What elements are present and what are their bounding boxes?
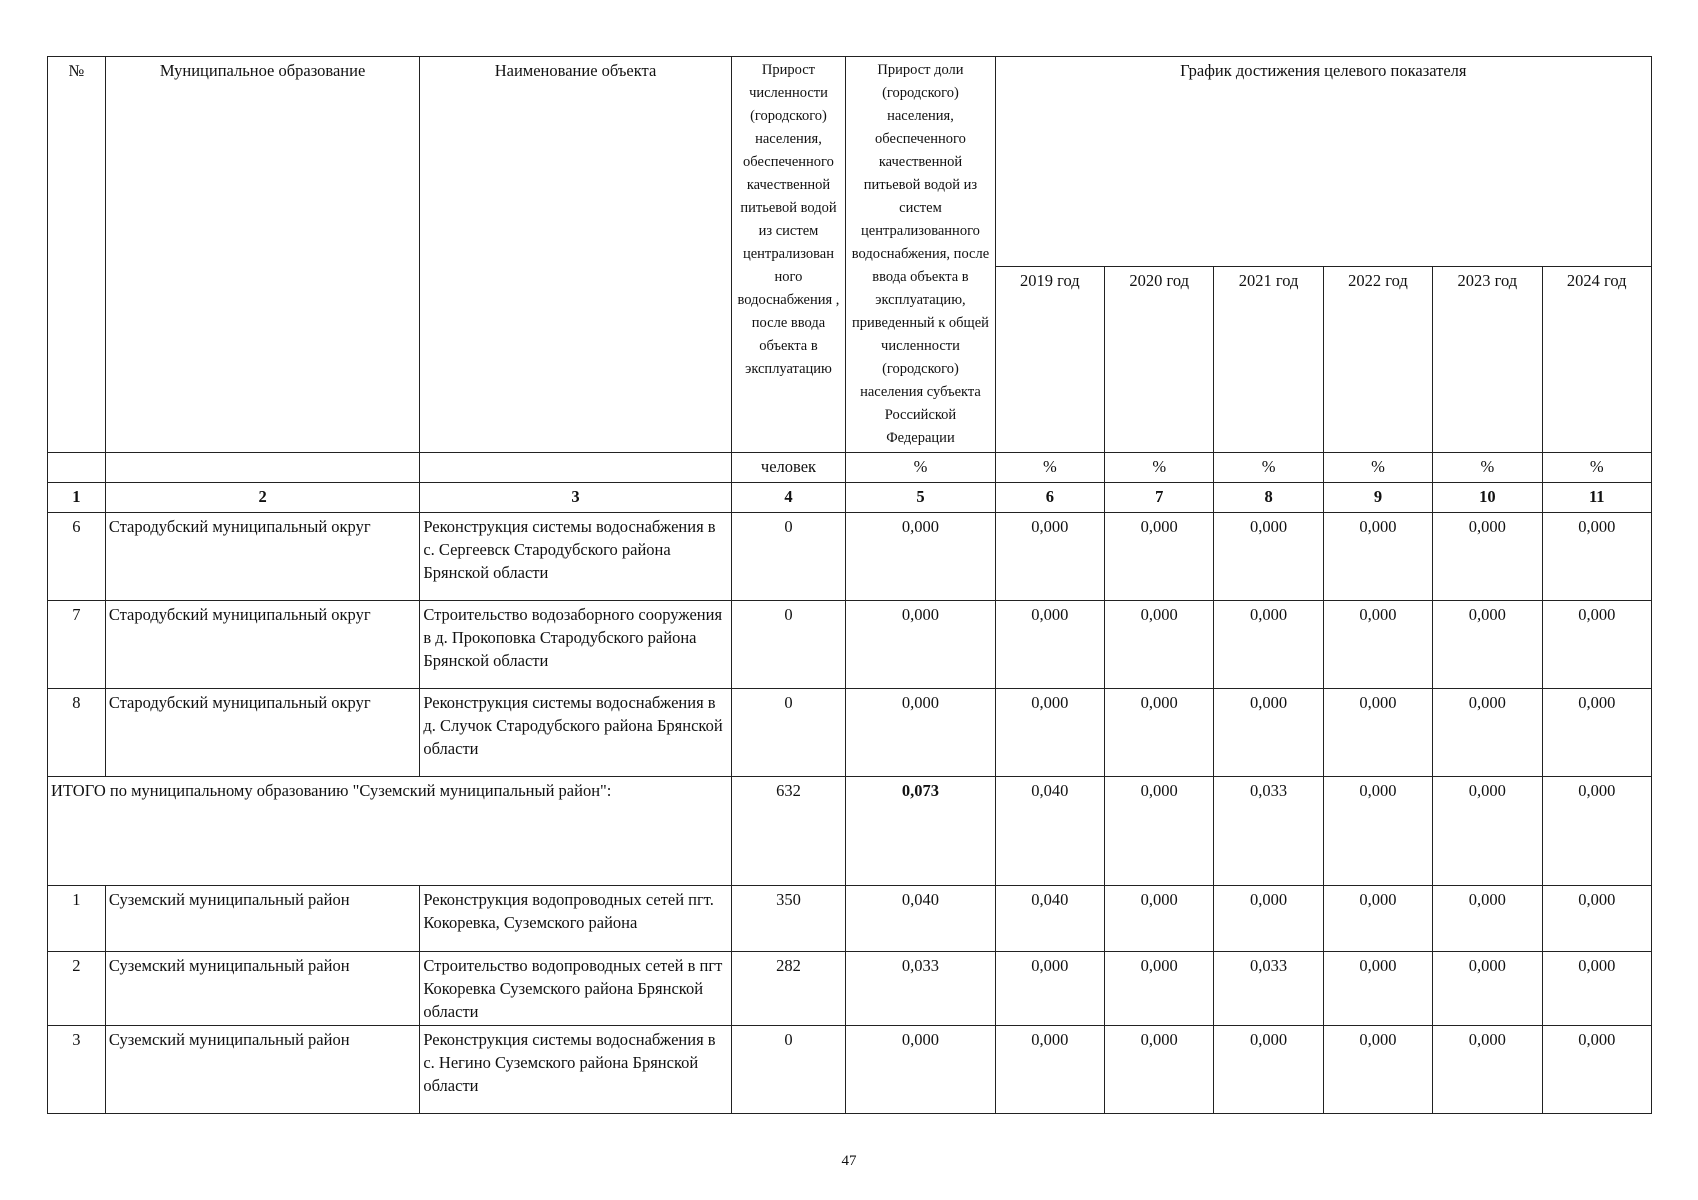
table-row (48, 886, 1652, 952)
year-value-cell: 0,000 (995, 601, 1104, 689)
unit-percent: % (1214, 453, 1323, 483)
year-value-cell: 0,000 (1542, 952, 1651, 1026)
year-value-cell: 0,040 (995, 886, 1104, 952)
table-row (48, 601, 1652, 689)
column-number: 10 (1433, 483, 1542, 513)
table-row (48, 513, 1652, 601)
population-cell: 350 (731, 886, 846, 952)
row-number: 8 (48, 689, 106, 777)
header-year-2023: 2023 год (1433, 267, 1542, 453)
municipality-cell: Стародубский муниципальный округ (105, 689, 419, 777)
share-cell: 0,000 (846, 1026, 995, 1114)
unit-percent: % (1323, 453, 1432, 483)
year-value-cell: 0,000 (1105, 689, 1214, 777)
year-value-cell: 0,000 (1105, 1026, 1214, 1114)
year-value-cell: 0,000 (1105, 601, 1214, 689)
year-value-cell: 0,000 (1105, 513, 1214, 601)
year-value-cell: 0,000 (1323, 601, 1432, 689)
column-number: 2 (105, 483, 419, 513)
municipality-cell: Суземский муниципальный район (105, 886, 419, 952)
total-share: 0,073 (846, 777, 995, 886)
row-number: 7 (48, 601, 106, 689)
target-indicator-table (47, 56, 1652, 1114)
object-name-cell: Реконструкция системы водоснабжения в д. Случок Стародубского района Брянской области (420, 689, 731, 777)
column-number: 6 (995, 483, 1104, 513)
column-number: 8 (1214, 483, 1323, 513)
unit-percent: % (1105, 453, 1214, 483)
year-value-cell: 0,000 (1433, 886, 1542, 952)
year-value-cell: 0,000 (1323, 689, 1432, 777)
year-value-cell: 0,000 (995, 1026, 1104, 1114)
object-name-cell: Реконструкция системы водоснабжения в с. Сергеевск Стародубского района Брянской области (420, 513, 731, 601)
year-value-cell: 0,000 (1214, 1026, 1323, 1114)
header-year-2020: 2020 год (1105, 267, 1214, 453)
header-year-2024: 2024 год (1542, 267, 1651, 453)
total-year-value: 0,000 (1433, 777, 1542, 886)
share-cell: 0,040 (846, 886, 995, 952)
header-object-name: Наименование объекта (420, 57, 731, 453)
share-cell: 0,000 (846, 601, 995, 689)
unit-percent: % (846, 453, 995, 483)
year-value-cell: 0,000 (1433, 952, 1542, 1026)
column-number: 11 (1542, 483, 1651, 513)
population-cell: 0 (731, 689, 846, 777)
units-row (48, 453, 1652, 483)
row-number: 2 (48, 952, 106, 1026)
total-row (48, 777, 1652, 886)
year-value-cell: 0,000 (995, 513, 1104, 601)
page-number: 47 (841, 1153, 857, 1169)
total-year-value: 0,033 (1214, 777, 1323, 886)
column-number: 3 (420, 483, 731, 513)
column-number: 7 (1105, 483, 1214, 513)
header-schedule: График достижения целевого показателя (995, 57, 1651, 267)
object-name-cell: Реконструкция водопроводных сетей пгт. Кокоревка, Суземского района (420, 886, 731, 952)
year-value-cell: 0,000 (1542, 886, 1651, 952)
population-cell: 282 (731, 952, 846, 1026)
year-value-cell: 0,000 (1433, 689, 1542, 777)
total-year-value: 0,000 (1542, 777, 1651, 886)
year-value-cell: 0,000 (1323, 513, 1432, 601)
year-value-cell: 0,000 (1214, 513, 1323, 601)
total-population: 632 (731, 777, 846, 886)
column-number: 5 (846, 483, 995, 513)
year-value-cell: 0,033 (1214, 952, 1323, 1026)
table-row (48, 952, 1652, 1026)
total-year-value: 0,000 (1105, 777, 1214, 886)
header-year-2021: 2021 год (1214, 267, 1323, 453)
year-value-cell: 0,000 (1542, 1026, 1651, 1114)
header-no: № (48, 57, 106, 453)
year-value-cell: 0,000 (1105, 886, 1214, 952)
row-number: 1 (48, 886, 106, 952)
municipality-cell: Стародубский муниципальный округ (105, 601, 419, 689)
total-year-value: 0,000 (1323, 777, 1432, 886)
municipality-cell: Стародубский муниципальный округ (105, 513, 419, 601)
column-numbers-row (48, 483, 1652, 513)
unit-percent: % (1433, 453, 1542, 483)
unit-people: человек (731, 453, 846, 483)
header-municipality: Муниципальное образование (105, 57, 419, 453)
year-value-cell: 0,000 (1433, 513, 1542, 601)
population-cell: 0 (731, 513, 846, 601)
year-value-cell: 0,000 (1433, 601, 1542, 689)
unit-percent: % (995, 453, 1104, 483)
row-number: 3 (48, 1026, 106, 1114)
total-year-value: 0,040 (995, 777, 1104, 886)
column-number: 4 (731, 483, 846, 513)
object-name-cell: Строительство водопроводных сетей в пгт Кокоревка Суземского района Брянской области (420, 952, 731, 1026)
year-value-cell: 0,000 (1214, 689, 1323, 777)
header-year-2019: 2019 год (995, 267, 1104, 453)
row-number: 6 (48, 513, 106, 601)
share-cell: 0,000 (846, 513, 995, 601)
municipality-cell: Суземский муниципальный район (105, 952, 419, 1026)
population-cell: 0 (731, 1026, 846, 1114)
share-cell: 0,033 (846, 952, 995, 1026)
year-value-cell: 0,000 (1105, 952, 1214, 1026)
population-cell: 0 (731, 601, 846, 689)
header-year-2022: 2022 год (1323, 267, 1432, 453)
header-share-increase: Прирост доли (городского) населения, обеспеченного качественной питьевой водой из систем централизованного водоснабжения, после ввода объекта в эксплуатацию, приведенный к общей численности (городского) населения субъекта Российской Федерации (846, 57, 995, 453)
year-value-cell: 0,000 (1214, 886, 1323, 952)
year-value-cell: 0,000 (1323, 1026, 1432, 1114)
header-population-increase: Прирост численности (городского) населения, обеспеченного качественной питьевой водой из систем централизован ного водоснабжения , после ввода объекта в эксплуатацию (731, 57, 846, 453)
object-name-cell: Строительство водозаборного сооружения в д. Прокоповка Стародубского района Брянской области (420, 601, 731, 689)
year-value-cell: 0,000 (1323, 886, 1432, 952)
year-value-cell: 0,000 (1542, 689, 1651, 777)
year-value-cell: 0,000 (995, 689, 1104, 777)
year-value-cell: 0,000 (1542, 513, 1651, 601)
table-row (48, 689, 1652, 777)
unit-percent: % (1542, 453, 1651, 483)
object-name-cell: Реконструкция системы водоснабжения в с. Негино Суземского района Брянской области (420, 1026, 731, 1114)
share-cell: 0,000 (846, 689, 995, 777)
year-value-cell: 0,000 (995, 952, 1104, 1026)
table-row (48, 1026, 1652, 1114)
year-value-cell: 0,000 (1214, 601, 1323, 689)
column-number: 9 (1323, 483, 1432, 513)
year-value-cell: 0,000 (1433, 1026, 1542, 1114)
year-value-cell: 0,000 (1542, 601, 1651, 689)
column-number: 1 (48, 483, 106, 513)
year-value-cell: 0,000 (1323, 952, 1432, 1026)
municipality-cell: Суземский муниципальный район (105, 1026, 419, 1114)
total-label: ИТОГО по муниципальному образованию "Суземский муниципальный район": (48, 777, 732, 886)
